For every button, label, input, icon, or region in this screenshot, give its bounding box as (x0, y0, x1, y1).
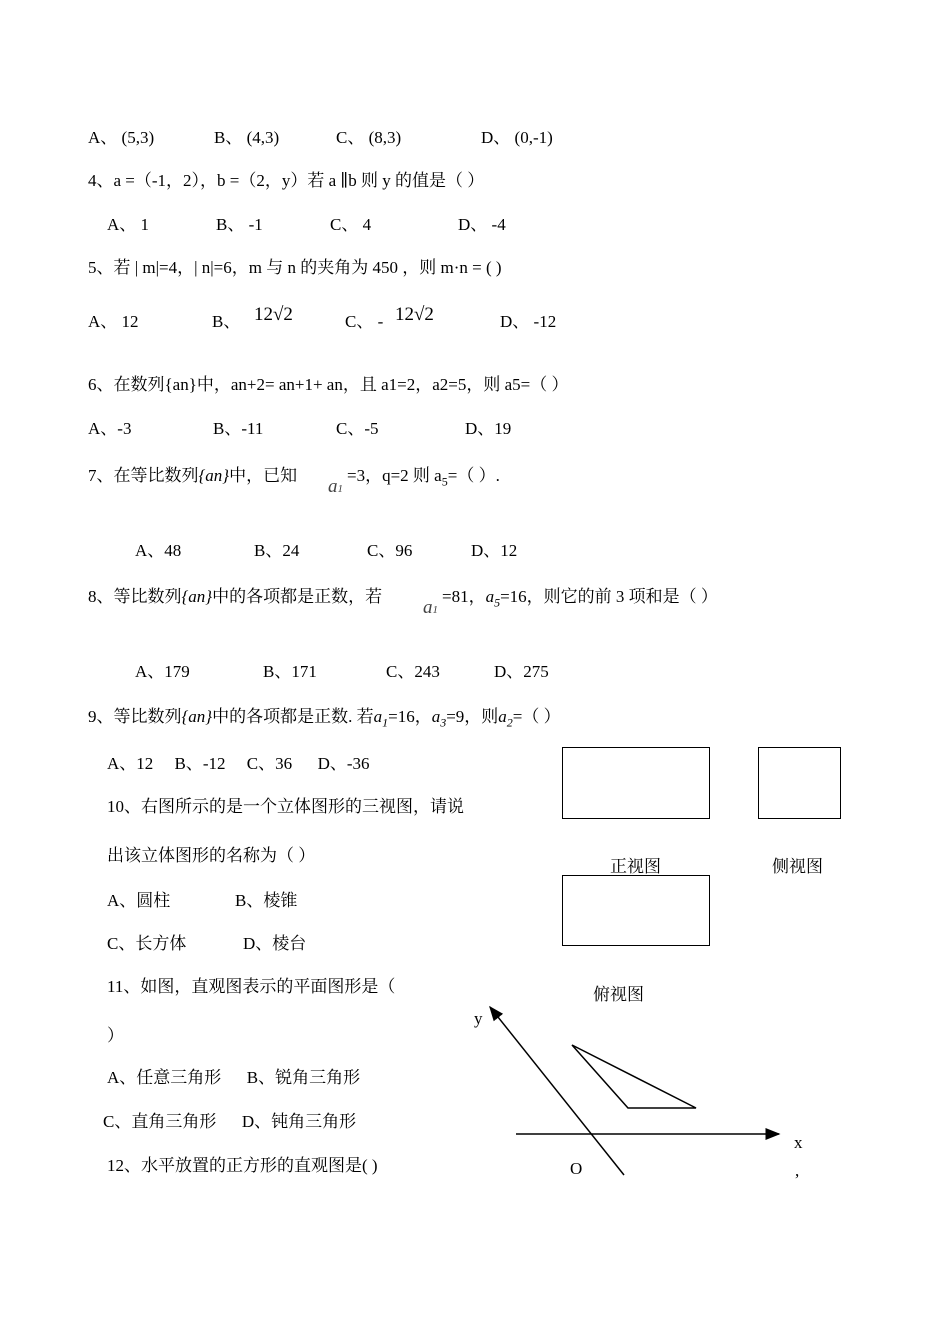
q3-option-a: A、 (5,3) (88, 128, 155, 147)
q7-a1-letter: a (328, 476, 338, 497)
q6-stem: 6、在数列{an}中，an+2= an+1+ an，且 a1=2，a2=5，则 a5=（ ） (88, 375, 569, 394)
q9-a3-subscript: 3 (440, 715, 447, 730)
q8-a1-subscript: 1 (432, 604, 438, 616)
q6-option-b: B、-11 (213, 419, 264, 438)
q5-option-b-math: 12√2 (254, 304, 293, 325)
q4-stem: 4、a =（-1，2），b =（2，y）若 a ∥b 则 y 的值是（ ） (88, 171, 485, 190)
q7-a5-subscript: 5 (441, 474, 448, 489)
q4-option-b: B、 -1 (216, 215, 263, 234)
q8-option-a: A、179 (135, 662, 190, 681)
q9-sequence: {an} (181, 707, 213, 726)
q7-a1-subscript: 1 (337, 483, 343, 495)
x-axis-prime-mark: , (795, 1161, 800, 1180)
q10-option-b: B、棱锥 (235, 891, 298, 910)
x-axis-label: x (794, 1133, 803, 1152)
q8-a1-letter: a (423, 597, 433, 618)
q9-a1-subscript: 1 (382, 715, 389, 730)
q11-options-row2: C、直角三角形 D、钝角三角形 (103, 1112, 357, 1131)
q12-stem: 12、水平放置的正方形的直观图是( ) (107, 1156, 378, 1175)
side-view-label: 侧视图 (772, 857, 823, 876)
q9-eq1: =16， (388, 707, 432, 726)
front-view-label: 正视图 (610, 857, 661, 876)
q9-options: A、12 B、-12 C、36 D、-36 (107, 754, 370, 773)
q5-option-c: C、 - (345, 312, 384, 331)
q11-line2: ） (107, 1026, 124, 1045)
q8-option-b: B、171 (263, 662, 317, 681)
q9-mid: 中的各项都是正数. 若 (212, 707, 374, 726)
q7-option-b: B、24 (254, 541, 300, 560)
q3-option-b: B、 (4,3) (214, 128, 280, 147)
q5-option-a: A、 12 (88, 312, 139, 331)
q9-eq2: =9，则 (446, 707, 499, 726)
q9-tail: =（ ） (512, 707, 561, 726)
q11-line1: 11、如图，直观图表示的平面图形是（ (107, 977, 396, 996)
q8-eq1: =81， (442, 587, 486, 606)
q3-option-c: C、 (8,3) (336, 128, 402, 147)
q8-prefix: 8、等比数列 (88, 587, 182, 606)
q3-option-d: D、 (0,-1) (481, 128, 553, 147)
q8-mid: 中的各项都是正数，若 (212, 587, 383, 606)
q11-options-row1: A、任意三角形 B、锐角三角形 (107, 1068, 361, 1087)
q7-option-a: A、48 (135, 541, 182, 560)
origin-label: O (570, 1159, 583, 1178)
q8-sequence: {an} (181, 587, 213, 606)
q7-option-c: C、96 (367, 541, 413, 560)
intuitive-triangle (572, 1045, 696, 1108)
q9-a2-letter: a (498, 707, 507, 726)
q8-a5-letter: a (485, 587, 495, 606)
q10-option-c: C、长方体 (107, 934, 187, 953)
q9-a3-letter: a (431, 707, 441, 726)
q7-sequence: {an} (198, 466, 230, 485)
q10-option-d: D、棱台 (243, 934, 307, 953)
q10-line2: 出该立体图形的名称为（ ） (107, 846, 316, 865)
q7-option-d: D、12 (471, 541, 518, 560)
q4-option-a: A、 1 (107, 215, 150, 234)
top-view-label: 俯视图 (593, 985, 644, 1004)
q5-stem: 5、若 | m|=4，| n|=6，m 与 n 的夹角为 450 ，则 m·n = ( ) (88, 258, 502, 277)
q10-option-a: A、圆柱 (107, 891, 171, 910)
q7-prefix: 7、在等比数列 (88, 466, 199, 485)
q5-option-c-math: 12√2 (395, 304, 434, 325)
q8-option-c: C、243 (386, 662, 440, 681)
q8-option-d: D、275 (494, 662, 549, 681)
q6-option-d: D、19 (465, 419, 512, 438)
q5-option-d: D、 -12 (500, 312, 557, 331)
y-axis-line (490, 1007, 624, 1178)
q7-tail: =（ ）. (447, 466, 500, 485)
q7-rest-text: =3，q=2 则 a (347, 466, 442, 485)
q9-a2-subscript: 2 (506, 715, 513, 730)
q4-option-c: C、 4 (330, 215, 372, 234)
q8-a5-subscript: 5 (494, 595, 501, 610)
q9-prefix: 9、等比数列 (88, 707, 182, 726)
q4-option-d: D、 -4 (458, 215, 506, 234)
q7-mid: 中，已知 (229, 466, 298, 485)
q6-option-c: C、-5 (336, 419, 379, 438)
q8-tail: =16，则它的前 3 项和是（ ） (500, 587, 718, 606)
q9-a1-letter: a (373, 707, 383, 726)
q10-line1: 10、右图所示的是一个立体图形的三视图，请说 (107, 797, 464, 816)
q6-option-a: A、-3 (88, 419, 132, 438)
y-axis-label: y (474, 1009, 483, 1028)
q5-option-b: B、 (212, 312, 241, 331)
